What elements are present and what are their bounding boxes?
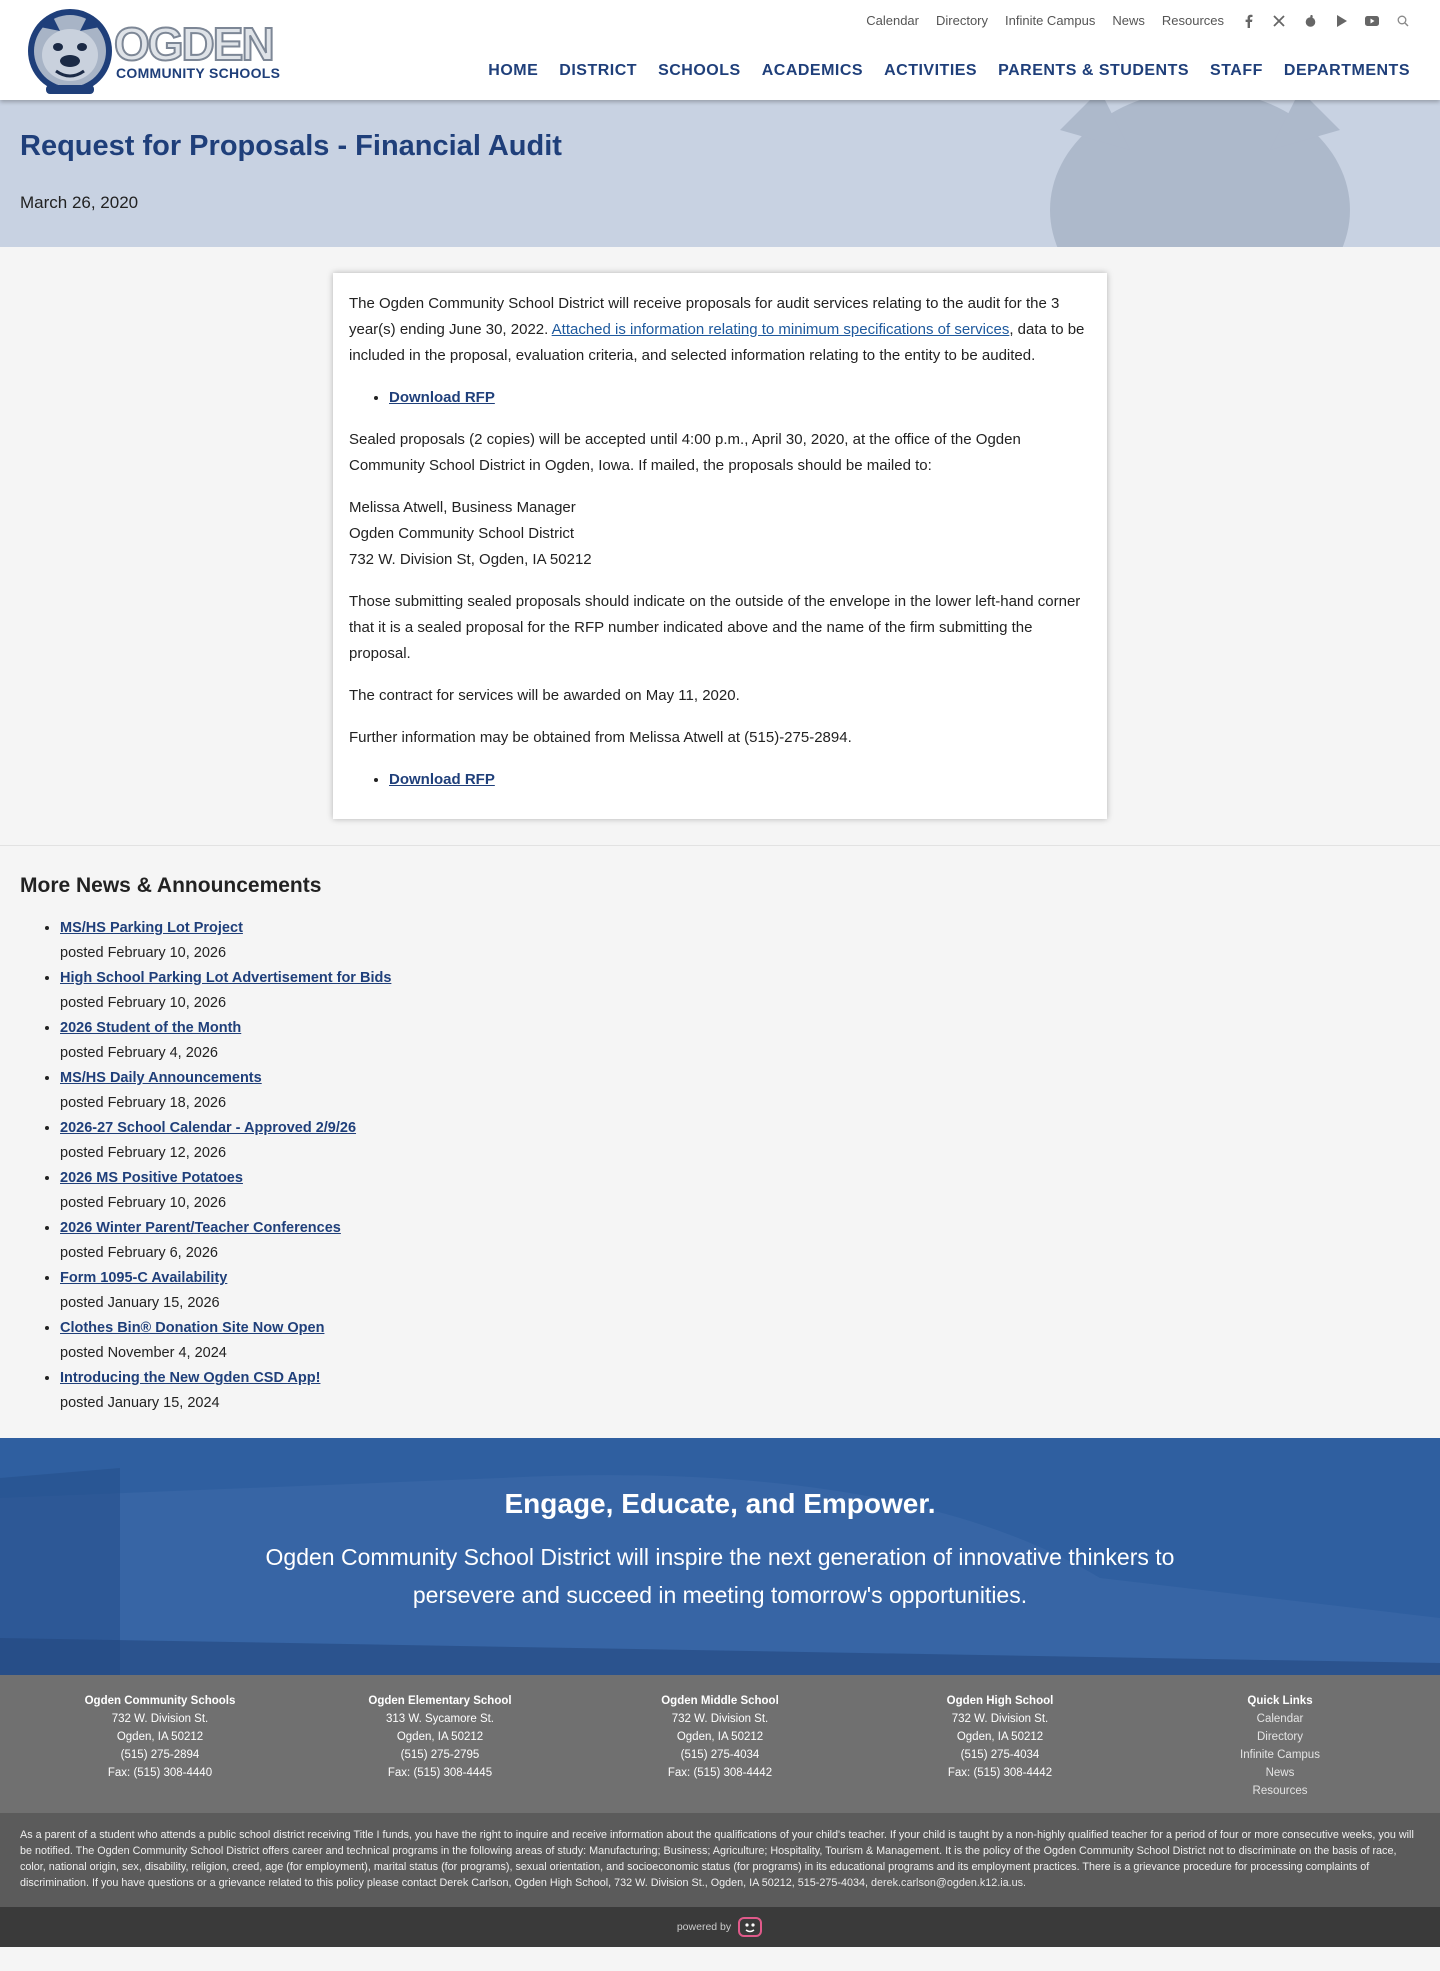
contact-email-link[interactable]: derek.carlson@ogden.k12.ia.us.: [871, 1877, 1027, 1889]
news-posted-date: posted January 15, 2024: [60, 1395, 220, 1411]
school-name: Ogden Community Schools: [84, 1695, 236, 1707]
powered-by-bar: [0, 1907, 1440, 1947]
list-item: [60, 1216, 1420, 1266]
news-link[interactable]: Introducing the New Ogden CSD App!: [60, 1370, 321, 1386]
list-item: [60, 1116, 1420, 1166]
nav-staff[interactable]: STAFF: [1210, 62, 1263, 79]
utility-nav: [866, 13, 1410, 28]
news-posted-date: posted February 10, 2026: [60, 1195, 227, 1211]
utility-link-resources[interactable]: Resources: [1161, 13, 1224, 28]
sealed-proposals-text: Sealed proposals (2 copies) will be accepted until 4:00 p.m., April 30, 2020, at the office of the Ogden Community School District in Ogden, Iowa. If mailed, the proposals should be mailed to:: [349, 431, 1021, 474]
school-phone: (515) 275-4034: [960, 1749, 1040, 1761]
school-street: 313 W. Sycamore St.: [385, 1713, 494, 1725]
school-fax: Fax: (515) 308-4440: [107, 1767, 213, 1779]
news-posted-date: posted November 4, 2024: [60, 1345, 227, 1361]
quick-link-resources[interactable]: Resources: [1252, 1785, 1308, 1797]
quick-link-infinite-campus[interactable]: Infinite Campus: [1240, 1749, 1320, 1761]
list-item: [60, 1266, 1420, 1316]
intro-text-end: , data to be included in the proposal, evaluation criteria, and selected information relating to the entity to be audited.: [349, 321, 1085, 364]
nav-schools[interactable]: SCHOOLS: [658, 62, 741, 79]
search-icon[interactable]: [1396, 14, 1410, 28]
list-item: [389, 767, 1089, 793]
news-posted-date: posted February 18, 2026: [60, 1095, 227, 1111]
site-footer: [0, 1675, 1440, 1813]
article-intro: [349, 291, 1089, 369]
bulldog-watermark-icon: [1020, 100, 1380, 247]
facebook-icon[interactable]: [1241, 14, 1255, 28]
mailing-address: [349, 495, 1089, 573]
school-fax: Fax: (515) 308-4442: [947, 1767, 1053, 1779]
school-city: Ogden, IA 50212: [956, 1731, 1044, 1743]
apple-icon[interactable]: [1303, 14, 1317, 28]
mission-statement: Ogden Community School District will inspire the next generation of innovative thinkers to persevere and succeed in meeting tomorrow's opportunities.: [265, 1544, 1175, 1608]
news-link[interactable]: 2026 MS Positive Potatoes: [60, 1170, 243, 1186]
address-line: 732 W. Division St, Ogden, IA 50212: [349, 551, 592, 568]
list-item: [60, 1166, 1420, 1216]
main-nav: [488, 62, 1410, 80]
download-list: [389, 767, 1089, 793]
school-street: 732 W. Division St.: [671, 1713, 769, 1725]
nav-academics[interactable]: ACADEMICS: [761, 62, 864, 79]
news-link[interactable]: 2026-27 School Calendar - Approved 2/9/26: [60, 1120, 357, 1136]
school-city: Ogden, IA 50212: [676, 1731, 764, 1743]
list-item: [60, 1016, 1420, 1066]
site-logo[interactable]: [20, 5, 280, 97]
nav-parents-students[interactable]: PARENTS & STUDENTS: [998, 62, 1190, 79]
school-street: 732 W. Division St.: [951, 1713, 1049, 1725]
page-hero: [0, 100, 1440, 247]
school-city: Ogden, IA 50212: [116, 1731, 204, 1743]
school-name: Ogden Middle School: [661, 1695, 779, 1707]
school-phone: (515) 275-4034: [680, 1749, 760, 1761]
more-news-section: [0, 846, 1440, 1438]
school-name: Ogden Elementary School: [368, 1695, 512, 1707]
news-link[interactable]: 2026 Student of the Month: [60, 1020, 242, 1036]
news-posted-date: posted February 10, 2026: [60, 945, 227, 961]
school-street: 732 W. Division St.: [111, 1713, 209, 1725]
mission-banner: [0, 1438, 1440, 1675]
news-posted-date: posted February 6, 2026: [60, 1245, 218, 1261]
news-posted-date: posted February 12, 2026: [60, 1145, 227, 1161]
provider-logo-icon[interactable]: [737, 1916, 763, 1938]
footer-school-middle: [600, 1692, 840, 1813]
download-rfp-link[interactable]: Download RFP: [389, 389, 495, 406]
list-item: [60, 966, 1420, 1016]
google-play-icon[interactable]: [1334, 14, 1348, 28]
news-list: [60, 916, 1420, 1416]
footer-school-high: [880, 1692, 1120, 1813]
legal-notice: [0, 1813, 1440, 1907]
school-city: Ogden, IA 50212: [396, 1731, 484, 1743]
news-posted-date: posted February 4, 2026: [60, 1045, 218, 1061]
legal-text: As a parent of a student who attends a public school district receiving Title I funds, you have the right to inquire and receive information about the qualifications of your child's teacher. If your child is taught by a non-highly qualified teacher for a period of four or more consecutive weeks, you will be notified. The Ogden Community School District offers career and technical programs in the following areas of study: Manufacturing; Business; Agriculture; Hospitality, Tourism & Management. It is the policy of the Ogden Community School District not to discriminate on the basis of race, color, national origin, sex, disability, religion, creed, age (for employment), marital status (for programs), sexual orientation, and socioeconomic status (for programs) in its educational programs and its employment practices. There is a grievance procedure for processing complaints of discrimination. If you have questions or a grievance related to this policy please contact Derek Carlson, Ogden High School, 732 W. Division St., Ogden, IA 50212, 515-275-4034,: [20, 1829, 1414, 1889]
footer-quick-links: [1160, 1692, 1400, 1813]
logo-wordmark: OGDEN: [114, 18, 273, 70]
school-fax: Fax: (515) 308-4445: [387, 1767, 493, 1779]
school-phone: (515) 275-2795: [400, 1749, 480, 1761]
list-item: [60, 916, 1420, 966]
school-phone: (515) 275-2894: [120, 1749, 200, 1761]
list-item: [60, 1316, 1420, 1366]
news-posted-date: posted January 15, 2026: [60, 1295, 220, 1311]
list-item: [60, 1366, 1420, 1416]
footer-school-elementary: [320, 1692, 560, 1813]
article-section: [0, 247, 1440, 846]
envelope-instructions: Those submitting sealed proposals should indicate on the outside of the envelope in the lower left-hand corner that it is a sealed proposal for the RFP number indicated above and the name of the firm submitting the proposal.: [349, 593, 1081, 662]
contact-info-text: Further information may be obtained from Melissa Atwell at (515)-275-2894.: [349, 729, 852, 746]
news-link[interactable]: MS/HS Daily Announcements: [60, 1070, 262, 1086]
mission-title: Engage, Educate, and Empower.: [504, 1488, 936, 1519]
download-list: [389, 385, 1089, 411]
specifications-link[interactable]: Attached is information relating to minimum specifications of services: [551, 321, 1010, 338]
award-date-text: The contract for services will be awarded on May 11, 2020.: [349, 687, 740, 704]
school-name: Ogden High School: [946, 1695, 1054, 1707]
logo-subtitle: COMMUNITY SCHOOLS: [116, 65, 281, 81]
intro-text: The Ogden Community School District will receive proposals for audit services relating to the audit for the 3 year(s) ending June 30, 2022.: [349, 295, 1060, 338]
more-news-heading: More News & Announcements: [20, 874, 322, 897]
news-link[interactable]: 2026 Winter Parent/Teacher Conferences: [60, 1220, 341, 1236]
address-line: Ogden Community School District: [349, 525, 575, 542]
news-link[interactable]: MS/HS Parking Lot Project: [60, 920, 243, 936]
utility-link-calendar[interactable]: Calendar: [866, 13, 919, 28]
utility-link-infinite-campus[interactable]: Infinite Campus: [1005, 13, 1096, 28]
download-rfp-link[interactable]: Download RFP: [389, 771, 495, 788]
list-item: [60, 1066, 1420, 1116]
bulldog-logo-icon: [20, 5, 120, 97]
site-header: [0, 0, 1440, 100]
news-posted-date: posted February 10, 2026: [60, 995, 227, 1011]
post-date: March 26, 2020: [20, 193, 139, 212]
nav-departments[interactable]: DEPARTMENTS: [1283, 62, 1410, 79]
quick-link-calendar[interactable]: Calendar: [1256, 1713, 1304, 1725]
youtube-icon[interactable]: [1365, 14, 1379, 28]
utility-link-news[interactable]: News: [1112, 13, 1145, 28]
quick-links-title: Quick Links: [1247, 1695, 1313, 1707]
footer-school-ogden-community: [40, 1692, 280, 1813]
list-item: [389, 385, 1089, 411]
school-fax: Fax: (515) 308-4442: [667, 1767, 773, 1779]
news-link[interactable]: Clothes Bin® Donation Site Now Open: [60, 1320, 325, 1336]
nav-district[interactable]: DISTRICT: [559, 62, 638, 79]
article-card: [333, 273, 1107, 819]
news-link[interactable]: Form 1095-C Availability: [60, 1270, 228, 1286]
page-title: Request for Proposals - Financial Audit: [20, 130, 562, 162]
powered-by-label: powered by: [676, 1921, 732, 1933]
quick-link-news[interactable]: News: [1265, 1767, 1295, 1779]
nav-home[interactable]: HOME: [488, 62, 539, 79]
address-line: Melissa Atwell, Business Manager: [349, 499, 576, 516]
x-twitter-icon[interactable]: [1272, 14, 1286, 28]
quick-link-directory[interactable]: Directory: [1256, 1731, 1303, 1743]
news-link[interactable]: High School Parking Lot Advertisement for Bids: [60, 970, 392, 986]
nav-activities[interactable]: ACTIVITIES: [884, 62, 978, 79]
utility-link-directory[interactable]: Directory: [936, 13, 989, 28]
